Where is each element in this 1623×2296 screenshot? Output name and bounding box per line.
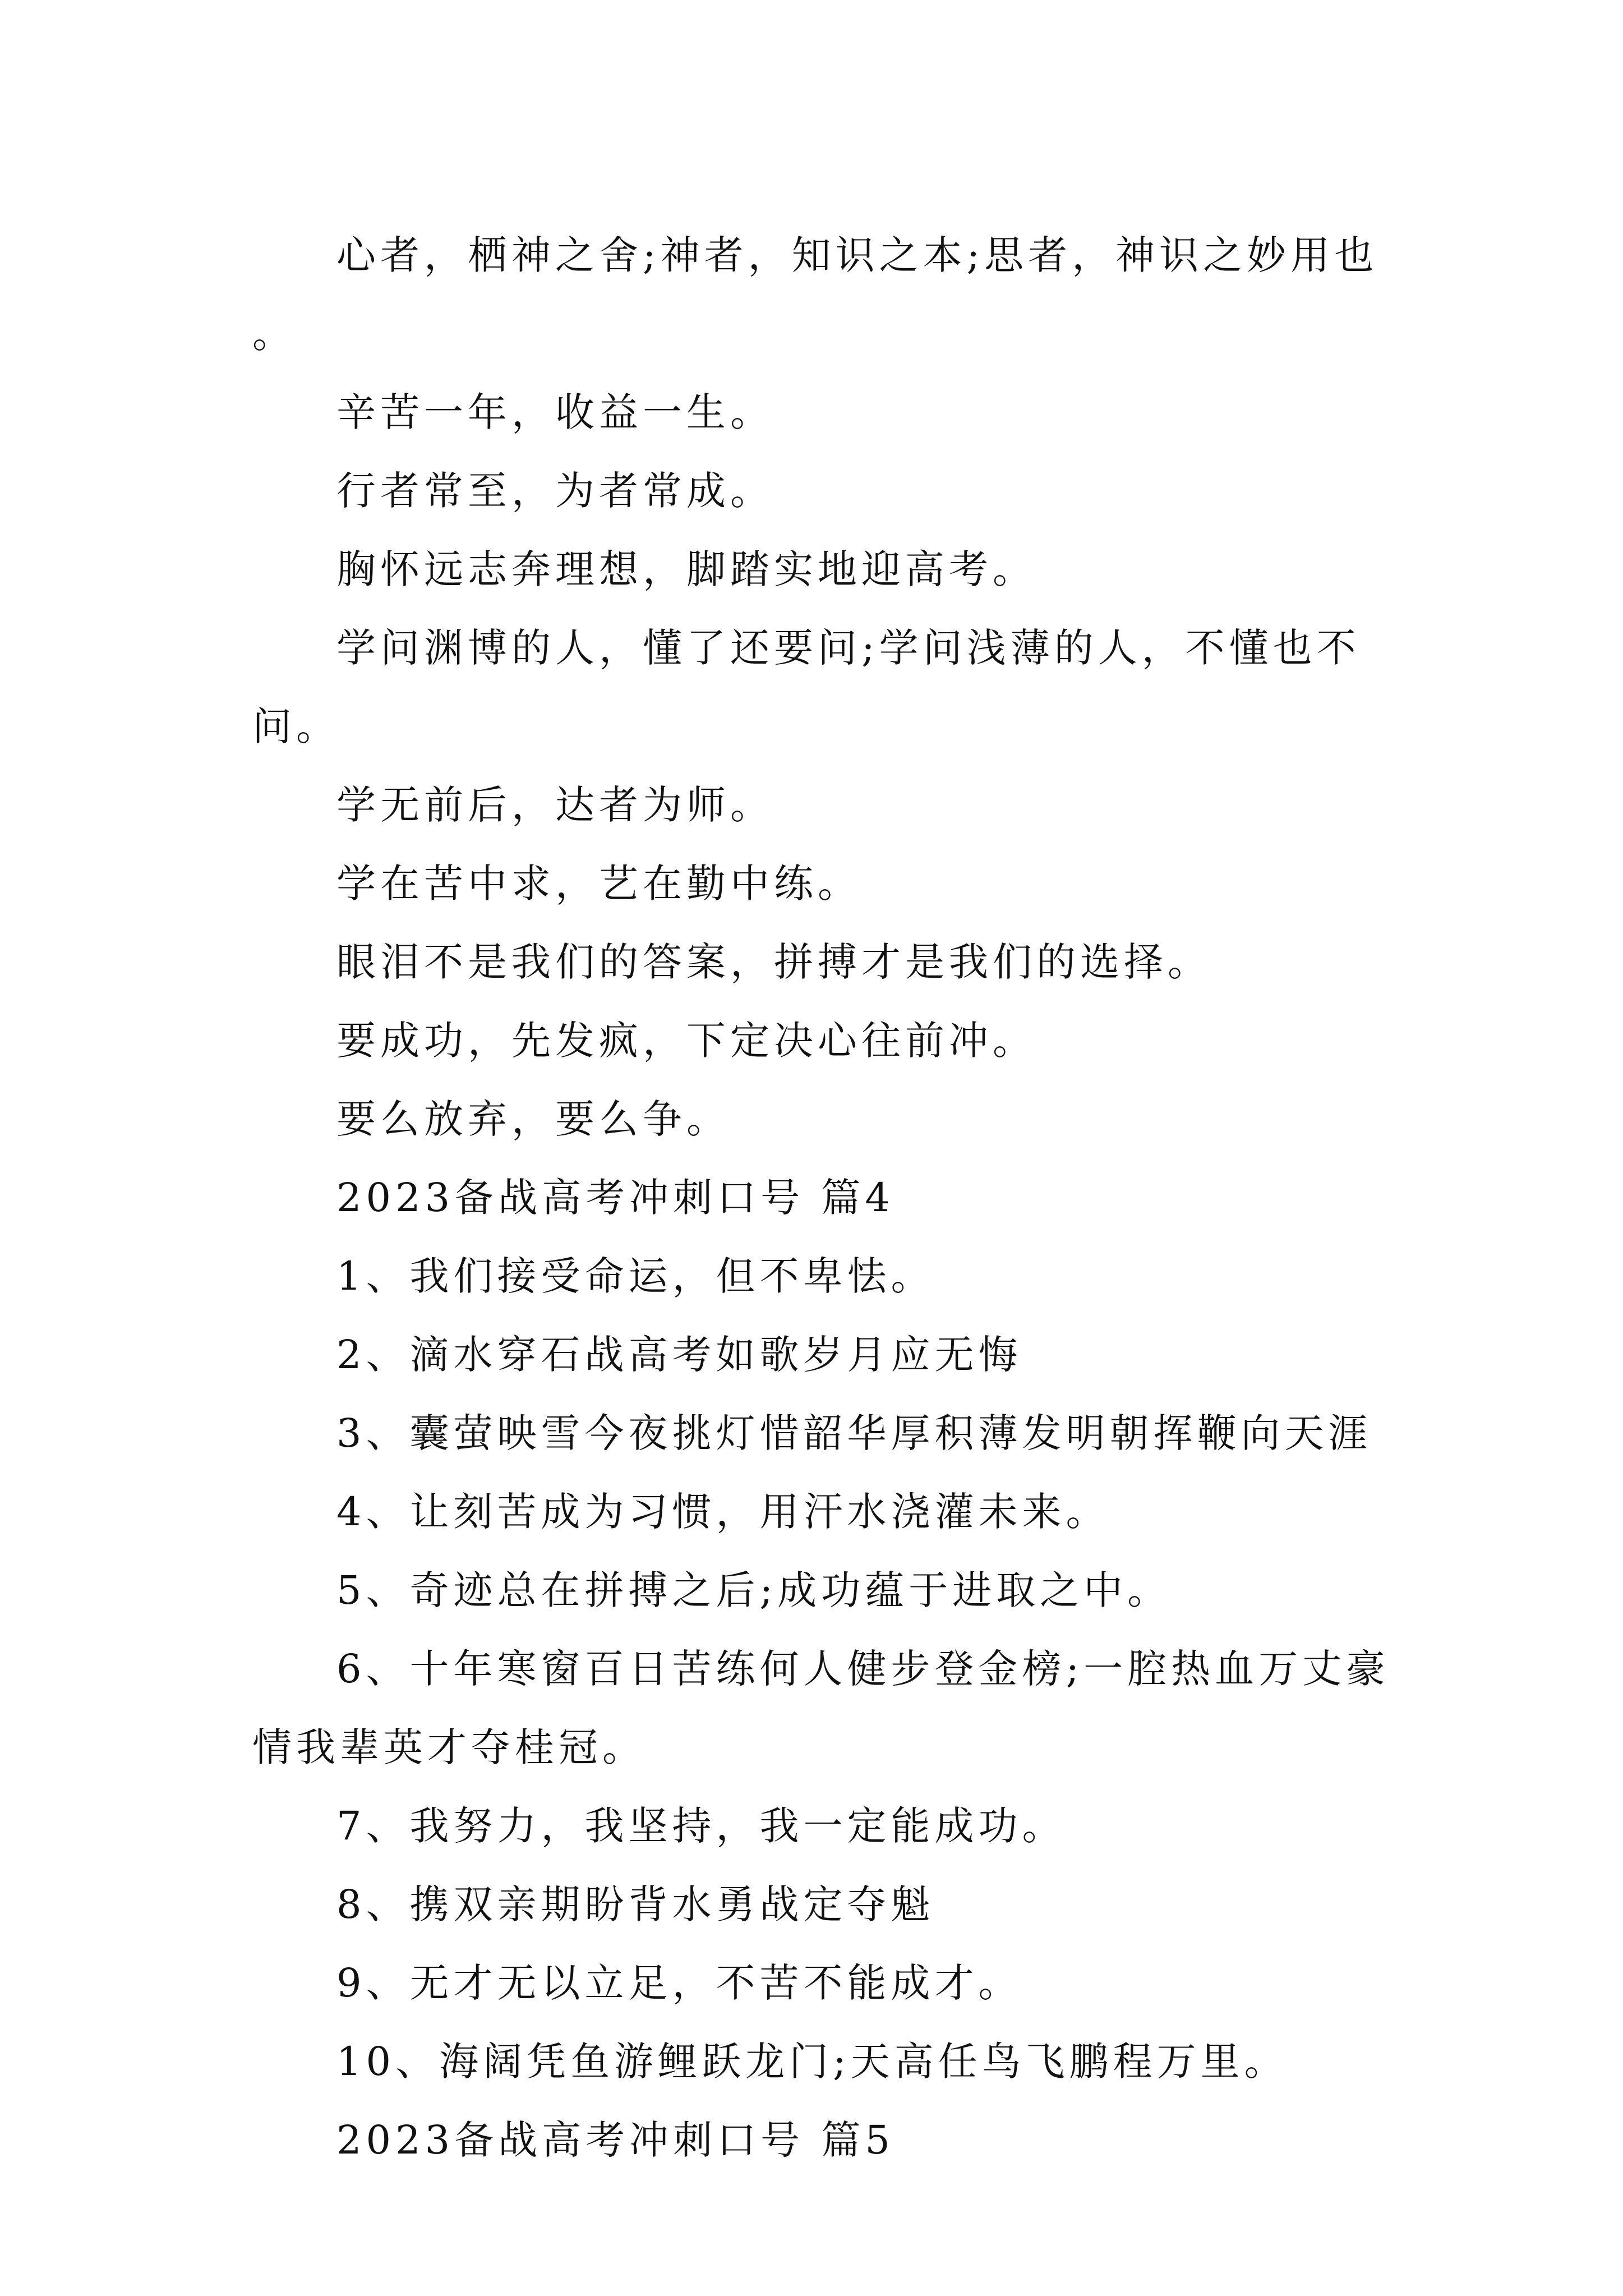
paragraph: 学问渊博的人，懂了还要问;学问浅薄的人，不懂也不问。 <box>252 625 1361 749</box>
paragraph: 辛苦一年，收益一生。 <box>336 389 774 435</box>
paragraph: 心者，栖神之舍;神者，知识之本;思者，神识之妙用也。 <box>252 232 1378 357</box>
list-item: 5、奇迹总在拼搏之后;成功蕴于进取之中。 <box>336 1567 1172 1613</box>
list-item: 3、囊萤映雪今夜挑灯惜韶华厚积薄发明朝挥鞭向天涯 <box>336 1410 1372 1456</box>
list-item: 2、滴水穿石战高考如歌岁月应无悔 <box>336 1332 1022 1378</box>
paragraph: 要成功，先发疯，下定决心往前冲。 <box>336 1018 1036 1064</box>
paragraph: 眼泪不是我们的答案，拼搏才是我们的选择。 <box>336 939 1211 985</box>
list-item: 8、携双亲期盼背水勇战定夺魁 <box>336 1881 935 1927</box>
paragraph: 学在苦中求，艺在勤中练。 <box>336 861 861 907</box>
document-body <box>252 216 1391 2179</box>
list-item: 7、我努力，我坚持，我一定能成功。 <box>336 1803 1066 1849</box>
paragraph: 胸怀远志奔理想，脚踏实地迎高考。 <box>336 546 1036 592</box>
section-heading: 2023备战高考冲刺口号 篇5 <box>336 2117 895 2163</box>
list-item: 9、无才无以立足，不苦不能成才。 <box>336 1960 1022 2006</box>
list-item: 1、我们接受命运，但不卑怯。 <box>336 1253 935 1299</box>
list-item: 10、海阔凭鱼游鲤跃龙门;天高任鸟飞鹏程万里。 <box>336 2039 1288 2085</box>
paragraph: 学无前后，达者为师。 <box>336 782 774 828</box>
paragraph: 要么放弃，要么争。 <box>336 1096 730 1142</box>
list-item: 6、十年寒窗百日苦练何人健步登金榜;一腔热血万丈豪情我辈英才夺桂冠。 <box>252 1646 1390 1770</box>
section-heading: 2023备战高考冲刺口号 篇4 <box>336 1175 895 1221</box>
list-item: 4、让刻苦成为习惯，用汗水浇灌未来。 <box>336 1489 1110 1535</box>
paragraph: 行者常至，为者常成。 <box>336 468 774 514</box>
